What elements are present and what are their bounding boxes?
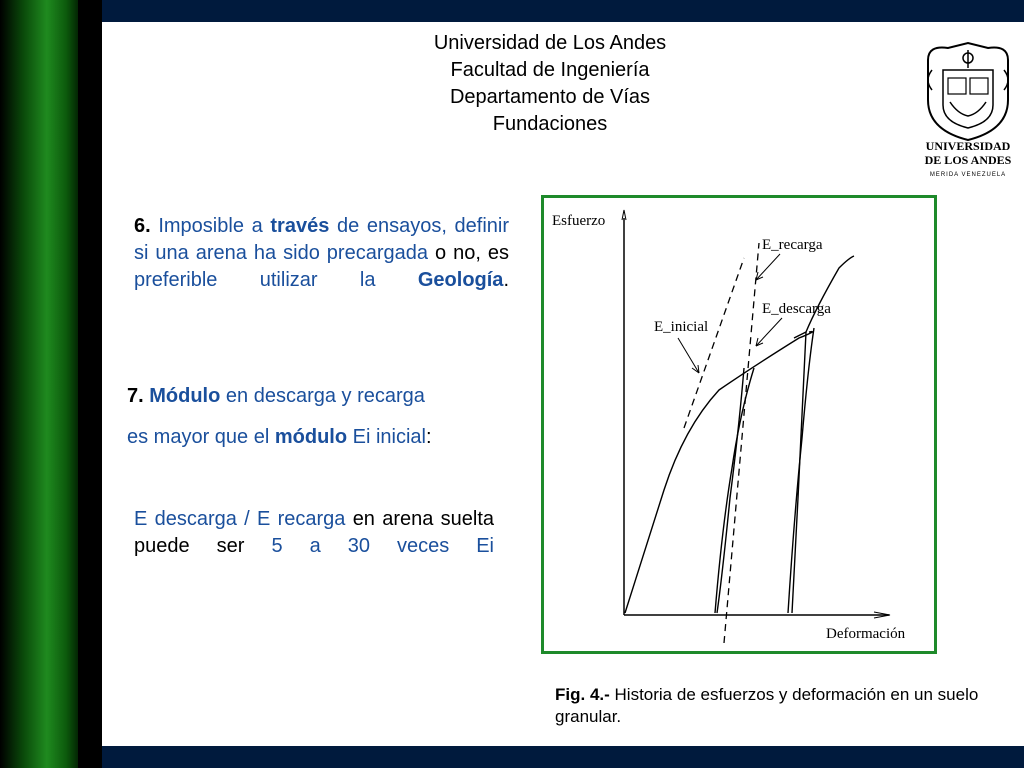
label-e-descarga: E_descarga	[762, 301, 831, 317]
arrow-e-inicial	[678, 338, 699, 373]
bottom-bar	[102, 746, 1024, 768]
point-7-line2-b: módulo	[274, 426, 348, 448]
tangent-recarga-line	[724, 243, 759, 643]
figure-caption	[555, 684, 985, 728]
header-faculty: Facultad de Ingeniería	[450, 59, 650, 81]
tangent-inicial-line	[684, 258, 744, 428]
header-department: Departamento de Vías	[449, 86, 651, 108]
point-7-line2-c: Ei inicial	[352, 426, 426, 448]
slide-header	[360, 30, 740, 138]
arrow-e-recarga	[756, 254, 780, 280]
point-7-paragraph	[127, 383, 547, 451]
point-8-text: en arena suelta puede ser	[134, 508, 494, 557]
caption-label: Fig. 4.-	[555, 685, 610, 704]
arrow-e-descarga	[756, 318, 782, 346]
unload-curve-1	[717, 368, 744, 613]
point-6-paragraph	[134, 213, 509, 294]
university-seal-icon	[928, 43, 1008, 140]
point-6-text-g: .	[503, 269, 509, 291]
point-6-number: 6.	[134, 215, 151, 237]
point-7-line1-rest: en descarga y recarga	[225, 385, 425, 407]
stress-strain-diagram	[544, 198, 934, 651]
point-6-text-b: través	[270, 215, 330, 237]
left-dark-strip	[78, 0, 102, 768]
point-7-line-1	[127, 383, 547, 410]
logo-subtitle: MERIDA VENEZUELA	[929, 172, 1007, 178]
point-6-text-c: de ensayos, definir si una arena ha sido precargada	[134, 215, 510, 264]
x-axis-label: Deformación	[826, 626, 906, 642]
point-6-text-d: o no, es	[434, 242, 509, 264]
point-6-text-a: Imposible a	[158, 215, 263, 237]
header-course: Fundaciones	[492, 113, 608, 135]
point-7-line2-d: :	[426, 426, 432, 448]
y-axis-label: Esfuerzo	[552, 213, 606, 229]
upper-loading-curve	[794, 256, 854, 338]
point-7-line-2	[127, 424, 547, 451]
point-8-value: 5 a 30 veces Ei	[271, 535, 494, 557]
point-6-text-e: preferible utilizar la	[134, 269, 376, 291]
label-e-recarga: E_recarga	[762, 237, 823, 253]
stress-strain-figure	[541, 195, 937, 654]
top-bar	[102, 0, 1024, 22]
reload-curve-2	[788, 328, 814, 613]
logo-name-line2: DE LOS ANDES	[924, 153, 1012, 167]
point-7-number: 7.	[127, 385, 144, 407]
label-e-inicial: E_inicial	[654, 319, 709, 335]
reload-curve-1	[715, 368, 754, 613]
point-7-line2-a: es mayor que el	[127, 426, 270, 448]
header-university: Universidad de Los Andes	[433, 32, 667, 54]
point-8-paragraph	[134, 506, 494, 560]
point-8-ratio: E descarga / E recarga	[134, 508, 346, 530]
logo-name-line1: UNIVERSIDAD	[925, 139, 1011, 153]
caption-text: Historia de esfuerzos y deformación en un suelo granular.	[555, 685, 979, 726]
point-7-modulo: Módulo	[149, 385, 221, 407]
left-green-bar	[0, 0, 78, 768]
university-logo	[918, 40, 1018, 180]
point-6-text-f: Geología	[417, 269, 504, 291]
